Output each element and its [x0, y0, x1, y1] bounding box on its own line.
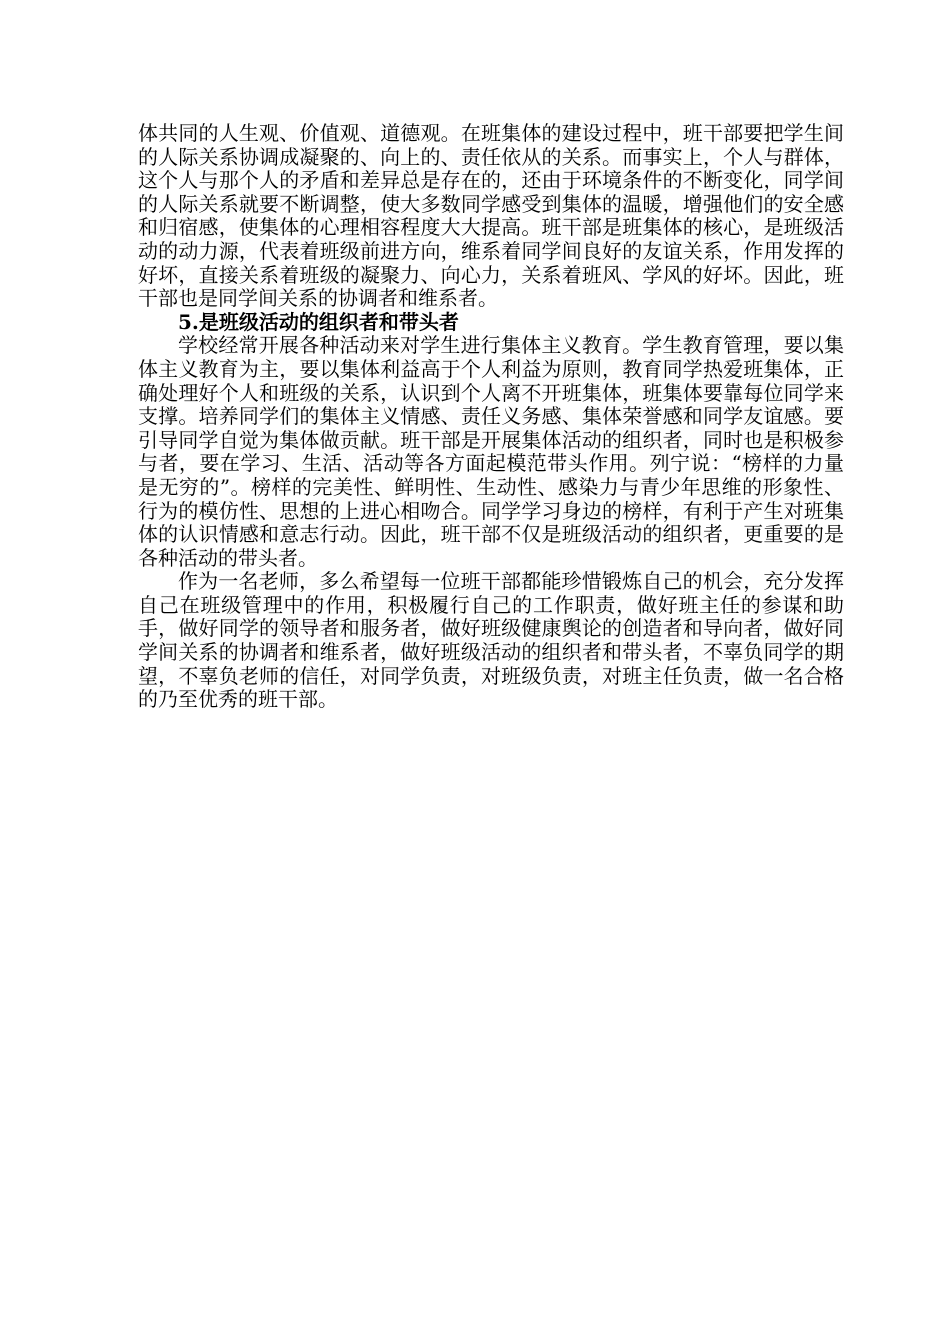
document-page	[138, 122, 844, 712]
section-heading: 5.是班级活动的组织者和带头者	[178, 309, 459, 334]
paragraph-continuation: 体共同的人生观、价值观、道德观。在班集体的建设过程中，班干部要把学生间的人际关系协调成凝聚的、向上的、责任依从的关系。而事实上，个人与群体，这个人与那个人的矛盾和差异总是存在的，还由于环境条件的不断变化，同学间的人际关系就要不断调整，使大多数同学感受到集体的温暖，增强他们的安全感和归宿感，使集体的心理相容程度大大提高。班干部是班集体的核心，是班级活动的动力源，代表着班级前进方向，维系着同学间良好的友谊关系，作用发挥的好坏，直接关系着班级的凝聚力、向心力，关系着班风、学风的好坏。因此，班干部也是同学间关系的协调者和维系者。	[138, 121, 844, 311]
paragraph-conclusion: 作为一名老师，多么希望每一位班干部都能珍惜锻炼自己的机会，充分发挥自己在班级管理中的作用，积极履行自己的工作职责，做好班主任的参谋和助手，做好同学的领导者和服务者，做好班级健康舆论的创造者和导向者，做好同学间关系的协调者和维系者，做好班级活动的组织者和带头者，不辜负同学的期望，不辜负老师的信任，对同学负责，对班级负责，对班主任负责，做一名合格的乃至优秀的班干部。	[138, 569, 844, 712]
paragraph-activities: 学校经常开展各种活动来对学生进行集体主义教育。学生教育管理，要以集体主义教育为主，要以集体利益高于个人利益为原则，教育同学热爱班集体，正确处理好个人和班级的关系，认识到个人离不开班集体，班集体要靠每位同学来支撑。培养同学们的集体主义情感、责任义务感、集体荣誉感和同学友谊感。要引导同学自觉为集体做贡献。班干部是开展集体活动的组织者，同时也是积极参与者，要在学习、生活、活动等各方面起模范带头作用。列宁说：“榜样的力量是无穷的”。榜样的完美性、鲜明性、生动性、感染力与青少年思维的形象性、行为的模仿性、思想的上进心相吻合。同学学习身边的榜样，有利于产生对班集体的认识情感和意志行动。因此，班干部不仅是班级活动的组织者，更重要的是各种活动的带头者。	[138, 333, 844, 570]
